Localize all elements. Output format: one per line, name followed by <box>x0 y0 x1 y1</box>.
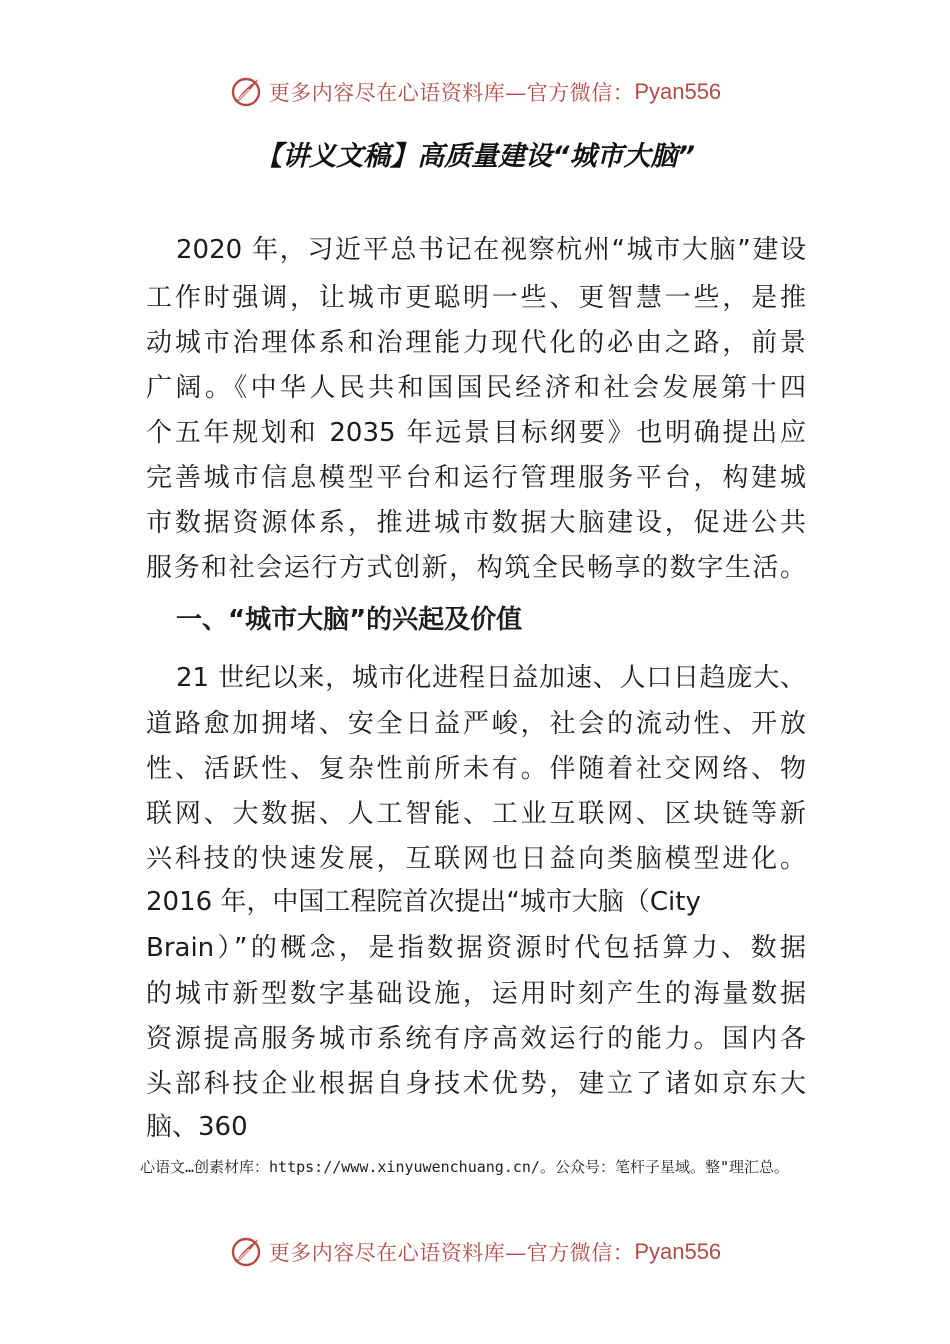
paragraph-line: 兴科技的快速发展，互联网也日益向类脑模型进化。 <box>146 844 806 874</box>
paragraph-line: 联网、大数据、人工智能、工业互联网、区块链等新 <box>146 799 806 829</box>
paragraph-line: 2016 年，中国工程院首次提出“城市大脑（City <box>146 887 701 917</box>
paragraph-line: 服务和社会运行方式创新，构筑全民畅享的数字生活。 <box>146 553 806 583</box>
paragraph-line: 广阔。《中华人民共和国国民经济和社会发展第十四 <box>146 373 806 403</box>
source-note: 心语文…创素材库：https://www.xinyuwenchuang.cn/。公众号：笔杆子星域。整"理汇总。 <box>140 1158 789 1176</box>
section-heading: 一、“城市大脑”的兴起及价值 <box>176 605 523 635</box>
paragraph-line: 完善城市信息模型平台和运行管理服务平台，构建城 <box>146 463 806 493</box>
banner-text: 更多内容尽在心语资料库—官方微信： <box>268 1241 635 1265</box>
header-banner <box>0 72 950 112</box>
paragraph-line: 道路愈加拥堵、安全日益严峻，社会的流动性、开放 <box>146 709 806 739</box>
paragraph-line: 个五年规划和 2035 年远景目标纲要》也明确提出应 <box>146 418 806 448</box>
paragraph-line: 脑、360 <box>146 1112 248 1142</box>
footer-banner <box>0 1232 950 1272</box>
feather-circle-logo-icon <box>229 1235 263 1269</box>
paragraph-line: 性、活跃性、复杂性前所未有。伴随着社交网络、物 <box>146 754 806 784</box>
paragraph-line: Brain）”的概念，是指数据资源时代包括算力、数据 <box>146 933 806 963</box>
paragraph-line: 市数据资源体系，推进城市数据大脑建设，促进公共 <box>146 508 806 538</box>
paragraph-line: 21 世纪以来，城市化进程日益加速、人口日趋庞大、 <box>176 663 806 693</box>
paragraph-line: 工作时强调，让城市更聪明一些、更智慧一些，是推 <box>146 283 806 313</box>
feather-circle-logo-icon <box>229 75 263 109</box>
paragraph-line: 头部科技企业根据自身技术优势，建立了诸如京东大 <box>146 1069 806 1099</box>
banner-wechat-id: Pyan556 <box>634 79 722 104</box>
paragraph-line: 资源提高服务城市系统有序高效运行的能力。国内各 <box>146 1024 806 1054</box>
paragraph-line: 2020 年，习近平总书记在视察杭州“城市大脑”建设 <box>176 235 806 265</box>
banner-wechat-id: Pyan556 <box>634 1239 722 1264</box>
paragraph-line: 的城市新型数字基础设施，运用时刻产生的海量数据 <box>146 979 806 1009</box>
banner-text: 更多内容尽在心语资料库—官方微信： <box>268 81 635 105</box>
document-title: 【讲义文稿】高质量建设“城市大脑” <box>255 141 695 172</box>
paragraph-line: 动城市治理体系和治理能力现代化的必由之路，前景 <box>146 328 806 358</box>
